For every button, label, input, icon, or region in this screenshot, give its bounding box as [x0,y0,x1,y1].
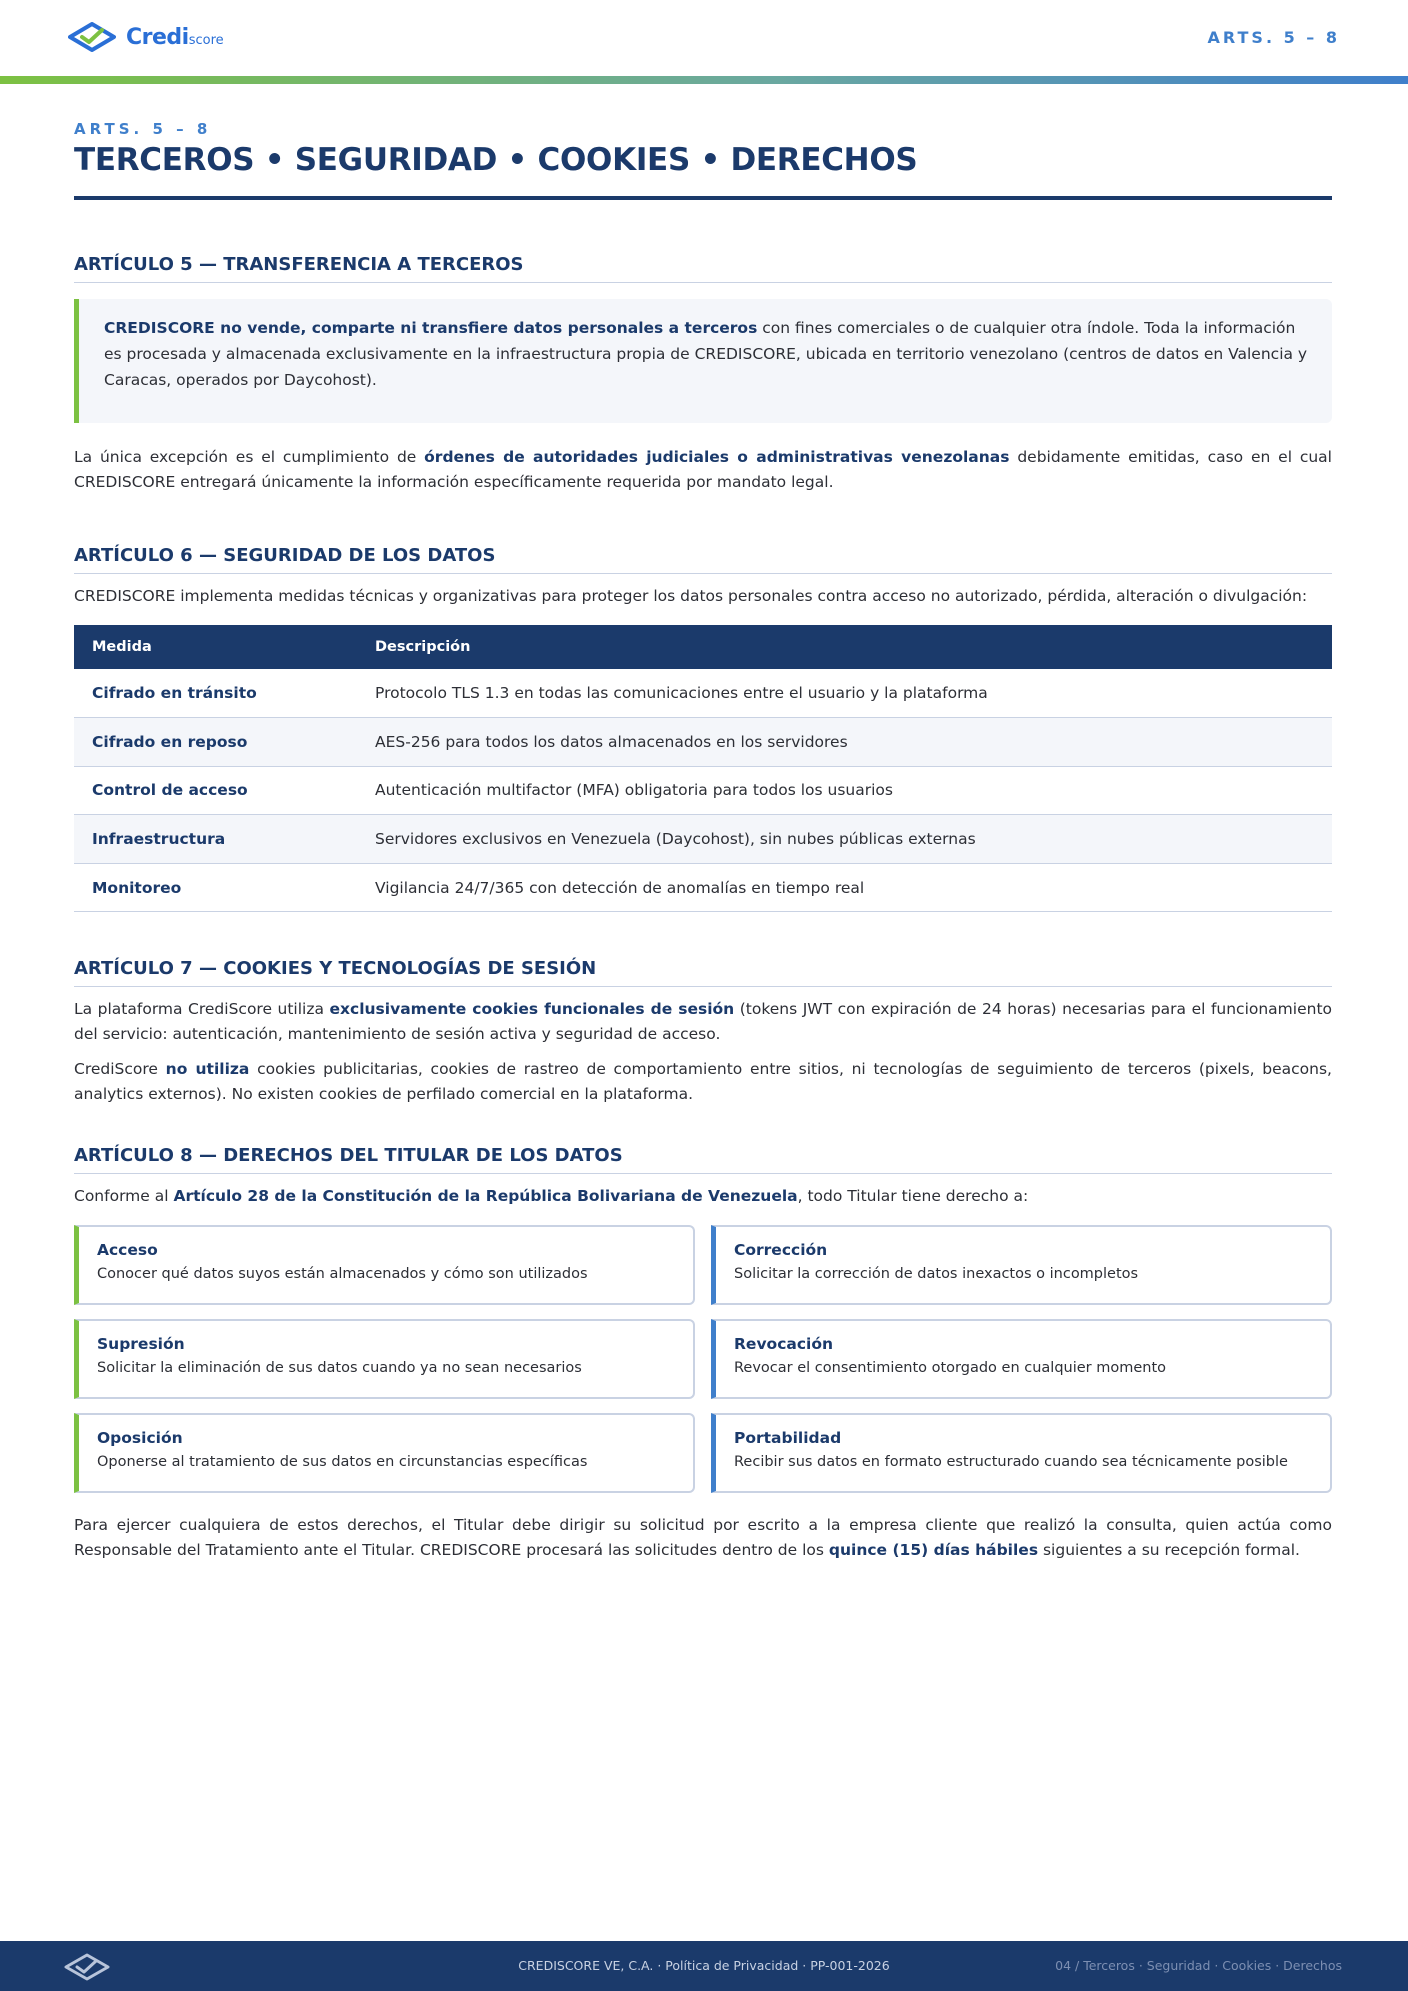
article-7 [74,958,1332,1107]
title-rule [74,196,1332,200]
article-5 [74,254,1332,495]
measure-cell: Cifrado en reposo [74,718,357,767]
measure-cell: Monitoreo [74,863,357,912]
section-kicker: ARTS. 5 – 8 [74,120,212,138]
brand-name: Crediscore [126,24,224,50]
right-name: Revocación [734,1335,834,1354]
footer-page-label: 04 / Terceros · Seguridad · Cookies · Derechos [1055,1958,1342,1973]
right-card-opposition [74,1413,695,1493]
description-cell: Autenticación multifactor (MFA) obligatoria para todos los usuarios [357,766,1332,815]
header-article-range: ARTS. 5 – 8 [1207,28,1340,47]
constitution-reference: Artículo 28 de la Constitución de la República Bolivariana de Venezuela [173,1187,798,1206]
deadline-emphasis: quince (15) días hábiles [828,1541,1039,1560]
article-5-exception: La única excepción es el cumplimiento de órdenes de autoridades judiciales o administrativas venezolanas debidamente emitidas, caso en el cual CREDISCORE entregará únicamente la información específicamente requerida por mandato legal. [74,448,1332,491]
right-name: Portabilidad [734,1429,842,1448]
article-6-heading: ARTÍCULO 6 — SEGURIDAD DE LOS DATOS [74,545,1332,574]
right-name: Oposición [97,1429,183,1448]
right-name: Acceso [97,1241,158,1260]
description-cell: Protocolo TLS 1.3 en todas las comunicaciones entre el usuario y la plataforma [357,669,1332,718]
measure-cell: Cifrado en tránsito [74,669,357,718]
right-name: Corrección [734,1241,828,1260]
right-description: Conocer qué datos suyos están almacenados y cómo son utilizados [97,1266,588,1283]
footer-document-info: CREDISCORE VE, C.A. · Política de Privacidad · PP-001-2026 [518,1958,890,1973]
right-card-deletion [74,1319,695,1399]
rights-grid [74,1225,1332,1493]
document-body [74,120,1332,1563]
measure-cell: Control de acceso [74,766,357,815]
right-card-correction [711,1225,1332,1305]
article-8-intro: Conforme al Artículo 28 de la Constitución de la República Bolivariana de Venezuela, todo Titular tiene derecho a: [74,1187,1029,1206]
right-description: Recibir sus datos en formato estructurado cuando sea técnicamente posible [734,1454,1288,1471]
cookies-emphasis: exclusivamente cookies funcionales de sesión [329,1000,735,1019]
exception-emphasis: órdenes de autoridades judiciales o administrativas venezolanas [424,448,1010,466]
right-name: Supresión [97,1335,185,1354]
column-header-measure: Medida [74,625,357,669]
right-description: Oponerse al tratamiento de sus datos en circunstancias específicas [97,1454,588,1471]
table-row [74,669,1332,718]
page-header [0,0,1408,76]
page-footer [0,1941,1408,1991]
description-cell: Vigilancia 24/7/365 con detección de anomalías en tiempo real [357,863,1332,912]
no-tracking-emphasis: no utiliza [165,1060,250,1079]
table-row [74,766,1332,815]
right-card-access [74,1225,695,1305]
description-cell: AES-256 para todos los datos almacenados en los servidores [357,718,1332,767]
right-description: Revocar el consentimiento otorgado en cualquier momento [734,1360,1167,1377]
article-7-heading: ARTÍCULO 7 — COOKIES Y TECNOLOGÍAS DE SESIÓN [74,958,1332,987]
security-measures-table [74,625,1332,912]
article-8-heading: ARTÍCULO 8 — DERECHOS DEL TITULAR DE LOS DATOS [74,1145,1332,1174]
table-row [74,863,1332,912]
right-description: Solicitar la corrección de datos inexactos o incompletos [734,1266,1139,1283]
article-7-paragraph-2: CrediScore no utiliza cookies publicitarias, cookies de rastreo de comportamiento entre sitios, ni tecnologías de seguimiento de terceros (pixels, beacons, analytics externos). No existen cookies de perfilado comercial en la plataforma. [74,1060,1332,1104]
article-7-paragraph-1: La plataforma CrediScore utiliza exclusivamente cookies funcionales de sesión (tokens JWT con expiración de 24 horas) necesarias para el funcionamiento del servicio: autenticación, mantenimiento de sesión activa y seguridad de acceso. [74,1000,1333,1044]
article-5-callout [74,299,1332,423]
article-5-heading: ARTÍCULO 5 — TRANSFERENCIA A TERCEROS [74,254,1332,283]
table-row [74,718,1332,767]
right-card-portability [711,1413,1332,1493]
callout-emphasis: CREDISCORE no vende, comparte ni transfiere datos personales a terceros [104,319,758,337]
crediscore-logo-icon [68,22,116,52]
article-6 [74,545,1332,912]
table-header-row [74,625,1332,669]
header-gradient-bar [0,76,1408,84]
page-title: TERCEROS • SEGURIDAD • COOKIES • DERECHOS [74,142,918,178]
crediscore-logo[interactable] [68,22,224,52]
description-cell: Servidores exclusivos en Venezuela (Daycohost), sin nubes públicas externas [357,815,1332,864]
callout-text: con fines comerciales o de cualquier otra índole. Toda la información es procesada y almacenada exclusivamente en la infraestructura propia de CREDISCORE, ubicada en territorio venezolano (centros de datos en Valencia y Caracas, operados por Daycohost). [104,319,1308,389]
right-description: Solicitar la eliminación de sus datos cuando ya no sean necesarios [97,1360,582,1377]
measure-cell: Infraestructura [74,815,357,864]
article-8 [74,1145,1332,1563]
right-card-revocation [711,1319,1332,1399]
column-header-description: Descripción [357,625,1332,669]
table-row [74,815,1332,864]
article-8-closing: Para ejercer cualquiera de estos derechos, el Titular debe dirigir su solicitud por escrito a la empresa cliente que realizó la consulta, quien actúa como Responsable del Tratamiento ante el Titular. CREDISCORE procesará las solicitudes dentro de los quince (15) días hábiles siguientes a su recepción formal. [74,1516,1332,1560]
article-6-intro: CREDISCORE implementa medidas técnicas y organizativas para proteger los datos personales contra acceso no autorizado, pérdida, alteración o divulgación: [74,587,1308,605]
